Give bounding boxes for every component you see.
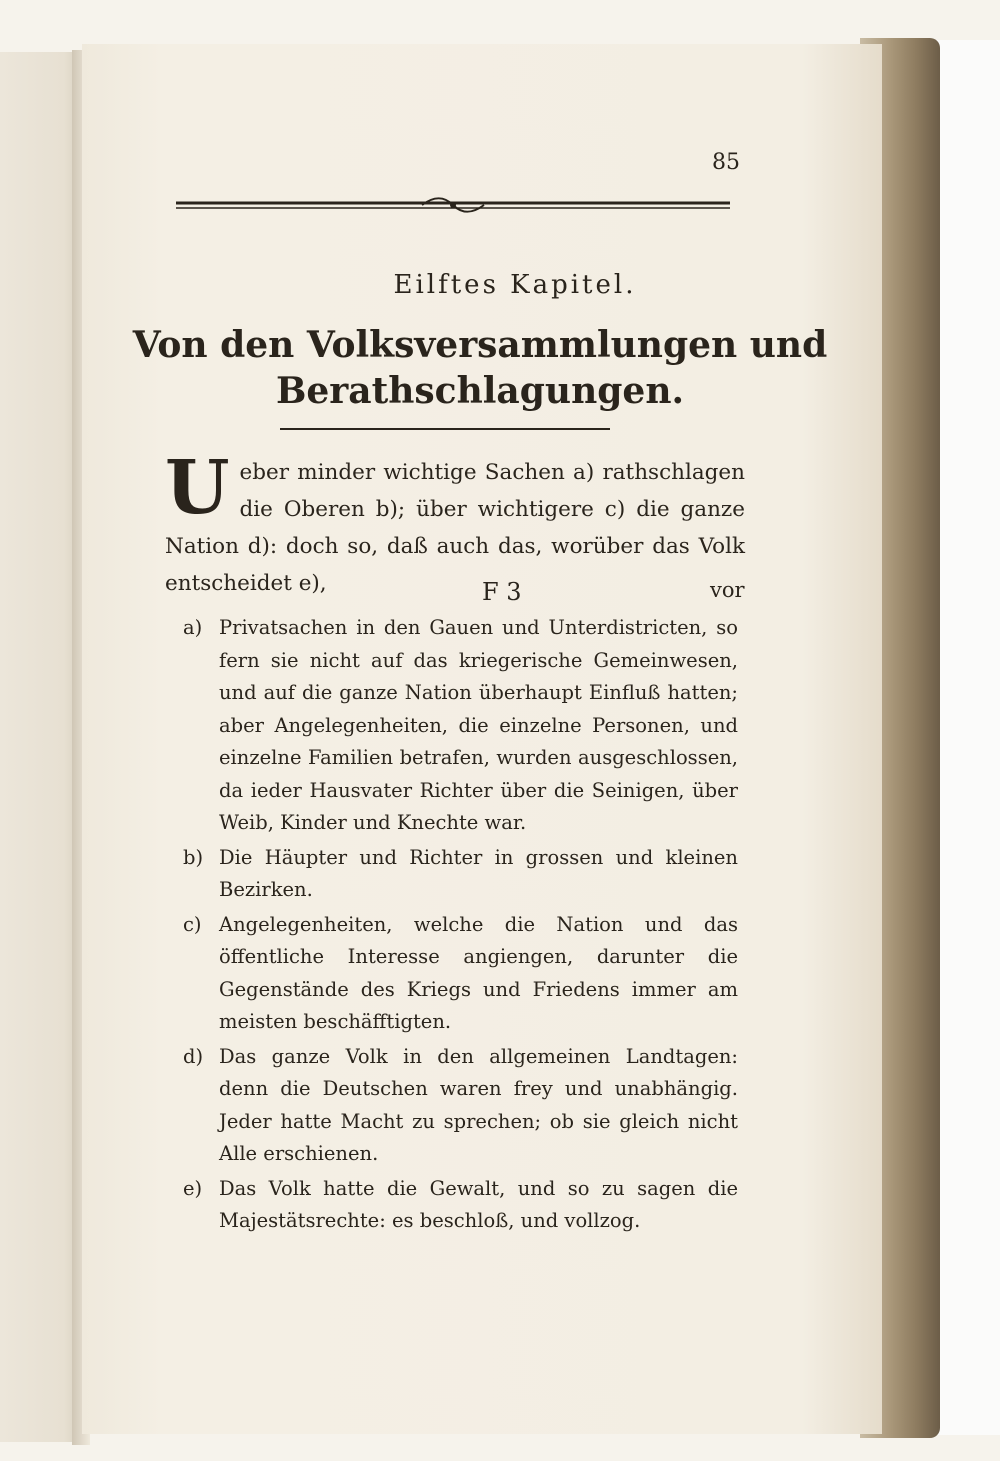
body-paragraph	[165, 445, 745, 602]
catchword: vor	[710, 578, 745, 602]
footnote-text: Angelegenheiten, welche die Nation und das öffentliche Interesse angiengen, darunter die Gegenstände des Kriegs und Friedens immer am meisten beschäfftigten.	[219, 912, 738, 1033]
body-text: eber minder wichtige Sachen a) rathschlagen die Oberen b); über wichtigere c) die ganze Nation d): doch so, daß auch das, worüber das Volk entscheidet e),	[165, 460, 745, 596]
chapter-title	[100, 322, 860, 414]
footnote	[183, 612, 738, 840]
page-number: 85	[712, 150, 740, 175]
footnote-label: b)	[183, 845, 204, 869]
title-line: Berathschlagungen.	[275, 370, 685, 412]
title-rule	[280, 428, 610, 430]
title-line: Von den Volksversammlungen und	[132, 324, 828, 366]
footnote	[183, 909, 738, 1039]
footnote-label: e)	[183, 1176, 203, 1200]
footnote-text: Die Häupter und Richter in grossen und kleinen Bezirken.	[219, 845, 738, 901]
footnote-text: Privatsachen in den Gauen und Unterdistricten, so fern sie nicht auf das kriegerische Gemeinwesen, und auf die ganze Nation überhaupt Einfluß hatten; aber Angelegenheiten, die einzelne Personen, und einzelne Familien betrafen, wurden ausgeschlossen, da ieder Hausvater Richter über die Seinigen, über Weib, Kinder und Knechte war.	[219, 616, 738, 834]
footnote-text: Das Volk hatte die Gewalt, und so zu sagen die Majestätsrechte: es beschloß, und vollzog.	[219, 1176, 738, 1232]
facing-page	[0, 52, 80, 1442]
footnotes	[183, 612, 738, 1240]
footnote	[183, 1173, 738, 1238]
footnote-label: d)	[183, 1044, 204, 1068]
footnote	[183, 1041, 738, 1171]
footnote	[183, 842, 738, 907]
chapter-label: Eilftes Kapitel.	[393, 270, 637, 300]
footnote-text: Das ganze Volk in den allgemeinen Landtagen: denn die Deutschen waren frey und unabhängig. Jeder hatte Macht zu sprechen; ob sie gleich nicht Alle erschienen.	[219, 1044, 738, 1165]
drop-cap: U	[165, 445, 230, 531]
signature-mark: F 3	[482, 578, 522, 606]
footnote-label: a)	[183, 616, 203, 639]
footnote-label: c)	[183, 912, 202, 936]
ornament-rule	[172, 196, 734, 214]
scan-margin	[935, 40, 1000, 1435]
